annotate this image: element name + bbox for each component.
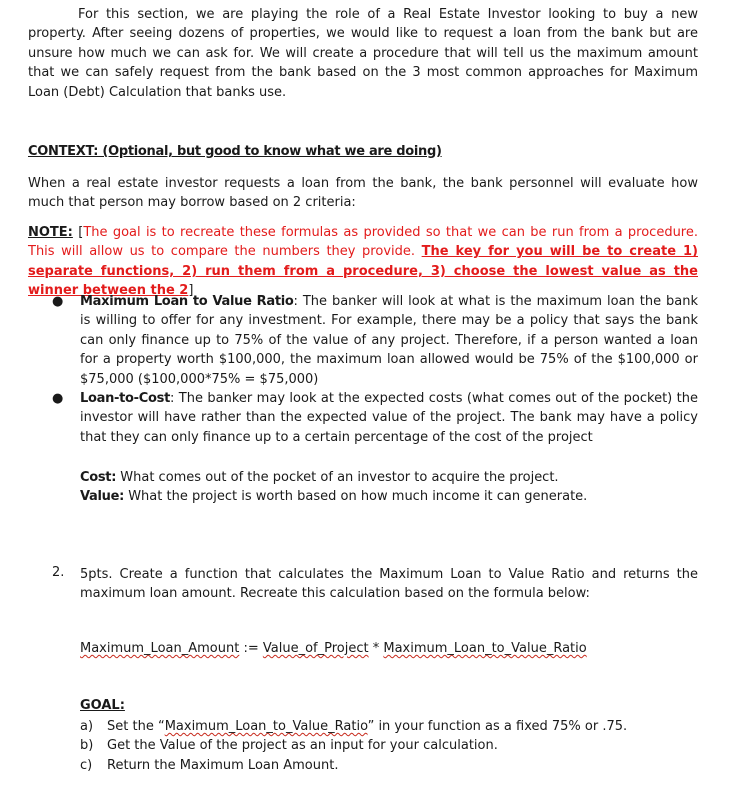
note-close-bracket: ]	[188, 283, 194, 299]
list-item	[52, 292, 698, 389]
goal-list	[80, 717, 698, 775]
definition-term: Cost:	[80, 470, 117, 485]
goal-text: Set the “	[107, 719, 165, 734]
definition-text: What comes out of the pocket of an investor to acquire the project.	[116, 470, 559, 485]
formula	[80, 641, 587, 656]
note-label: NOTE:	[28, 225, 73, 240]
definition-text: What the project is worth based on how much income it can generate.	[124, 489, 588, 505]
bullet-icon: ●	[52, 294, 64, 309]
criteria-list	[52, 292, 698, 447]
note-key-instruction: The key for you will be to create 1) separate functions, 2) run them from a procedure, 3) choose the lowest value as the winner between the 2	[28, 244, 698, 299]
goal-heading: GOAL:	[80, 698, 125, 713]
list-item	[52, 389, 698, 447]
definition-cost	[80, 468, 698, 487]
context-heading: CONTEXT: (Optional, but good to know what we are doing)	[28, 144, 442, 159]
formula-term-value: Value_of_Project	[262, 641, 369, 656]
note-open-bracket: [	[78, 225, 84, 240]
definitions	[80, 468, 698, 507]
list-item	[80, 717, 698, 736]
note-text: The goal is to recreate these formulas as provided so that we can be run from a procedure. This will allow us to compare the numbers they provide.	[28, 225, 699, 260]
goal-letter: a)	[80, 719, 94, 734]
definition-value	[80, 487, 698, 506]
list-item	[80, 756, 698, 775]
goal-text-post: ” in your function as a fixed 75% or .75.	[367, 719, 628, 734]
context-paragraph: When a real estate investor requests a loan from the bank, the bank personnel will evaluate how much that person may borrow based on 2 criteria:	[28, 176, 698, 211]
formula-operator: *	[368, 641, 384, 656]
goal-letter: b)	[80, 738, 94, 754]
list-item	[80, 736, 698, 755]
question-number: 2.	[52, 565, 65, 580]
question-2	[52, 565, 698, 604]
criterion-term: Loan-to-Cost	[80, 391, 171, 407]
criterion-term: Maximum Loan to Value Ratio	[80, 294, 294, 309]
formula-term-ratio: Maximum_Loan_to_Value_Ratio	[383, 641, 587, 656]
goal-letter: c)	[80, 757, 93, 773]
goal-text: Return the Maximum Loan Amount.	[107, 757, 339, 773]
question-text: 5pts. Create a function that calculates the Maximum Loan to Value Ratio and returns the maximum loan amount. Recreate this calculation based on the formula below:	[80, 567, 698, 602]
criterion-text: : The banker will look at what is the maximum loan the bank is willing to offer for any investment. For example, there may be a policy that says the bank can only finance up to 75% of the value of any project. Therefore, if a person wanted a loan for a property worth $100,000, the maximum loan allowed would be 75% of the $100,000 or $75,000 ($100,000*75% = $75,000)	[80, 294, 698, 387]
note-paragraph	[28, 223, 698, 301]
goal-text: Get the Value of the project as an input for your calculation.	[107, 738, 498, 754]
intro-paragraph: For this section, we are playing the role of a Real Estate Investor looking to buy a new property. After seeing dozens of properties, we would like to request a loan from the bank but are unsure how much we can ask for. We will create a procedure that will tell us the maximum amount that we can safely request from the bank based on the 3 most common approaches for Maximum Loan (Debt) Calculation that banks use.	[28, 7, 698, 100]
formula-lhs: Maximum_Loan_Amount	[80, 641, 240, 656]
formula-assign: :=	[239, 641, 263, 656]
bullet-icon: ●	[52, 391, 64, 407]
definition-term: Value:	[80, 489, 125, 505]
criterion-text: : The banker may look at the expected costs (what comes out of the pocket) the investor will have rather than the expected value of the project. The bank may have a policy that they can only finance up to a certain percentage of the cost of the project	[80, 391, 698, 445]
goal-code: Maximum_Loan_to_Value_Ratio	[164, 719, 368, 734]
